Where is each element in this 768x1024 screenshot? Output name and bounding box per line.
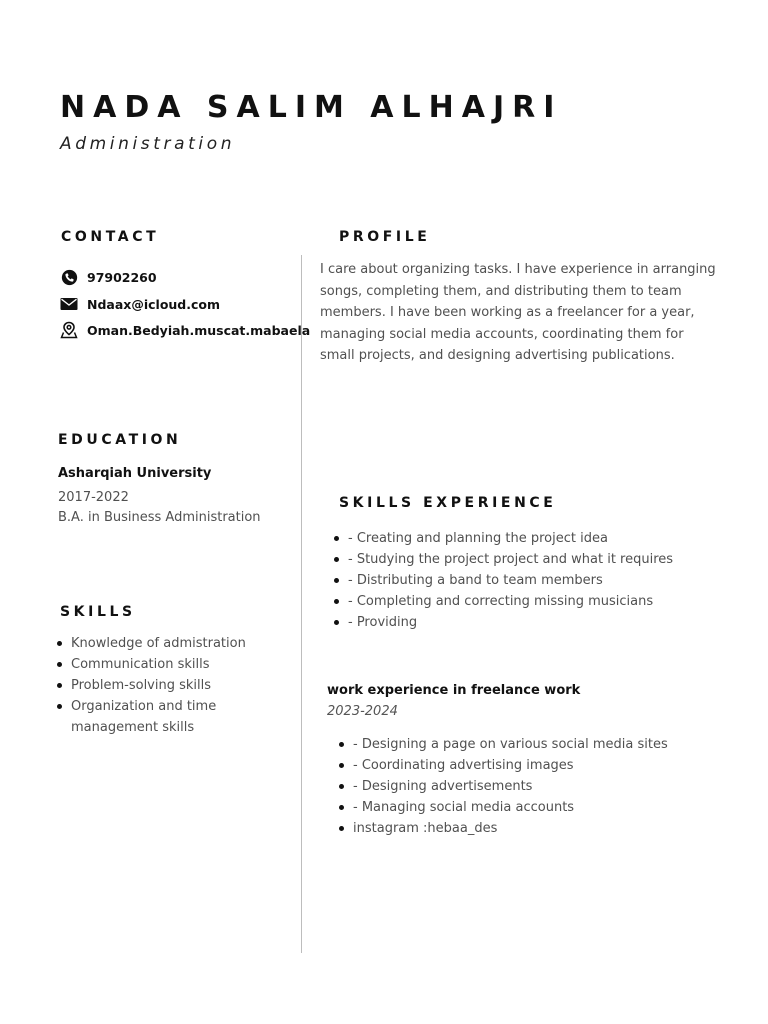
list-item: - Completing and correcting missing musicians: [332, 591, 673, 612]
skills-experience-heading: SKILLS EXPERIENCE: [339, 495, 557, 511]
list-item: - Studying the project project and what it requires: [332, 549, 673, 570]
education-years: 2017-2022: [58, 490, 129, 505]
list-item: - Designing a page on various social media sites: [337, 734, 668, 755]
skills-list: [55, 633, 255, 738]
list-item: - Creating and planning the project idea: [332, 528, 673, 549]
list-item: - Distributing a band to team members: [332, 570, 673, 591]
contact-phone-text: 97902260: [87, 269, 157, 285]
list-item: instagram :hebaa_des: [337, 818, 668, 839]
list-item: - Providing: [332, 612, 673, 633]
education-school: Asharqiah University: [58, 466, 212, 481]
skills-experience-list: [332, 528, 673, 633]
location-icon: [60, 321, 78, 339]
work-list: [337, 734, 668, 839]
education-heading: EDUCATION: [58, 432, 182, 448]
contact-address: [60, 321, 310, 339]
profile-text: I care about organizing tasks. I have experience in arranging songs, completing them, and distributing them to team members. I have been working as a freelancer for a year, managing social media accounts, coordinating them for small projects, and designing advertising publications.: [320, 262, 716, 363]
skills-heading: SKILLS: [60, 604, 136, 620]
column-divider: [301, 255, 302, 953]
contact-email-text: Ndaax@icloud.com: [87, 296, 221, 312]
list-item: - Coordinating advertising images: [337, 755, 668, 776]
contact-heading: CONTACT: [61, 229, 160, 245]
list-item: - Designing advertisements: [337, 776, 668, 797]
contact-email: [60, 295, 220, 313]
phone-icon: [60, 268, 78, 286]
resume-name: NADA SALIM ALHAJRI: [60, 90, 563, 125]
work-heading: work experience in freelance work: [327, 683, 581, 698]
work-years: 2023-2024: [327, 704, 398, 719]
contact-phone: [60, 268, 157, 286]
list-item: Organization and time management skills: [55, 696, 255, 738]
list-item: Problem-solving skills: [55, 675, 255, 696]
profile-heading: PROFILE: [339, 229, 431, 245]
email-icon: [60, 295, 78, 313]
list-item: Knowledge of admistration: [55, 633, 255, 654]
contact-address-text: Oman.Bedyiah.muscat.mabaela: [87, 322, 311, 338]
education-degree: B.A. in Business Administration: [58, 510, 261, 525]
list-item: - Managing social media accounts: [337, 797, 668, 818]
list-item: Communication skills: [55, 654, 255, 675]
resume-role: Administration: [60, 134, 236, 154]
